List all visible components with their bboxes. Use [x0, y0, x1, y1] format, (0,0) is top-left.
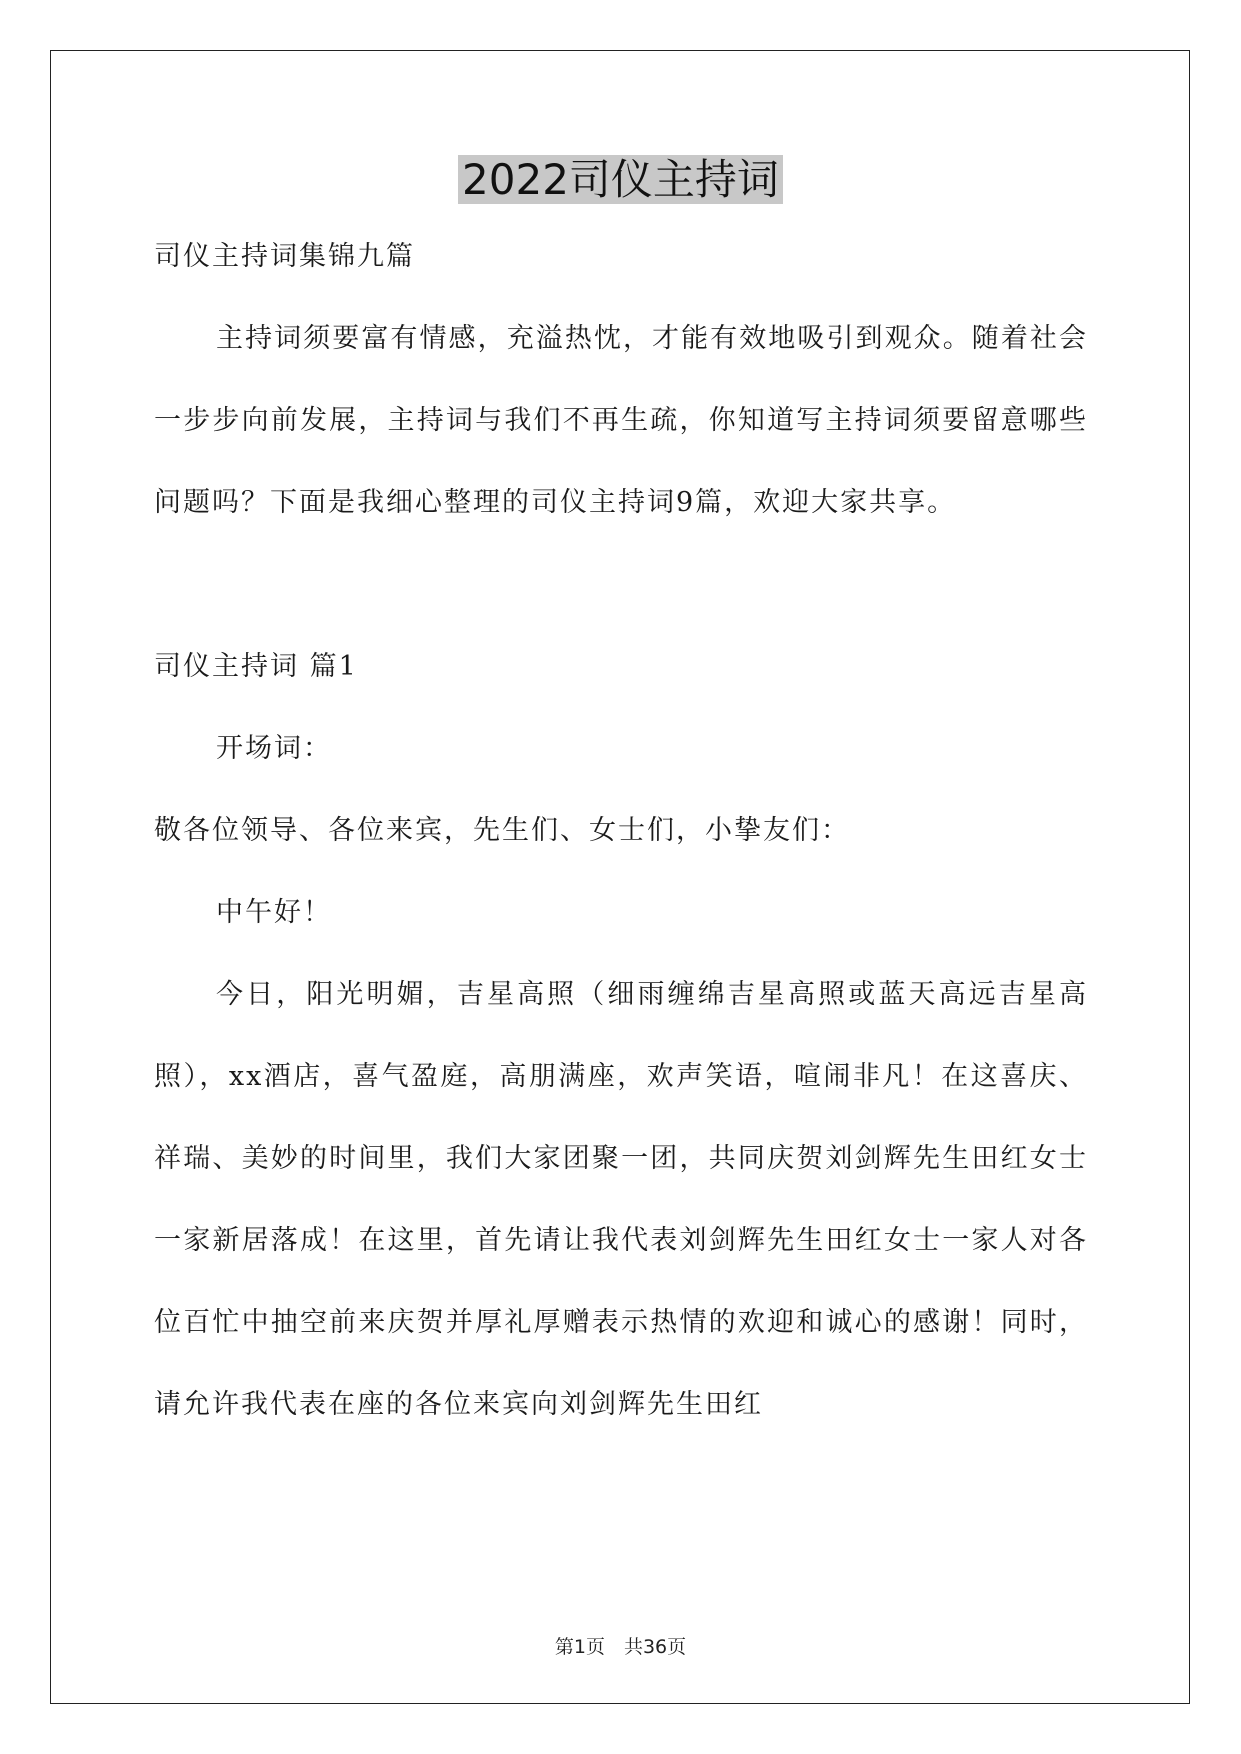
footer-suffix: 页 [667, 1636, 687, 1658]
footer-current-page: 1 [573, 1636, 586, 1658]
document-subtitle: 司仪主持词集锦九篇 [154, 241, 415, 272]
paragraph-gap [154, 544, 1088, 626]
greeting-line: 敬各位领导、各位来宾，先生们、女士们，小挚友们： [154, 815, 850, 846]
intro-paragraph: 主持词须要富有情感，充溢热忱，才能有效地吸引到观众。随着社会一步步向前发展，主持词与我们不再生疏，你知道写主持词须要留意哪些问题吗？下面是我细心整理的司仪主持词9篇，欢迎大家共享。 [154, 323, 1088, 518]
opening-label: 开场词： [216, 733, 332, 764]
main-paragraph: 今日，阳光明媚，吉星高照（细雨缠绵吉星高照或蓝天高远吉星高照），xx酒店，喜气盈庭，高朋满座，欢声笑语，喧闹非凡！在这喜庆、祥瑞、美妙的时间里，我们大家团聚一团，共同庆贺刘剑辉先生田红女士一家新居落成！在这里，首先请让我代表刘剑辉先生田红女士一家人对各位百忙中抽空前来庆贺并厚礼厚赠表示热情的欢迎和诚心的感谢！同时，请允许我代表在座的各位来宾向刘剑辉先生田红 [154, 979, 1088, 1420]
page-footer [0, 1632, 1241, 1659]
noon-greeting: 中午好！ [216, 897, 332, 928]
footer-prefix: 第 [554, 1636, 574, 1658]
footer-total-pages: 36 [642, 1636, 668, 1658]
document-body [154, 216, 1088, 1446]
footer-mid: 页 共 [585, 1636, 643, 1658]
title-highlight: 2022司仪主持词 [458, 155, 783, 204]
document-title [0, 152, 1241, 208]
section-heading: 司仪主持词 篇1 [154, 651, 358, 682]
